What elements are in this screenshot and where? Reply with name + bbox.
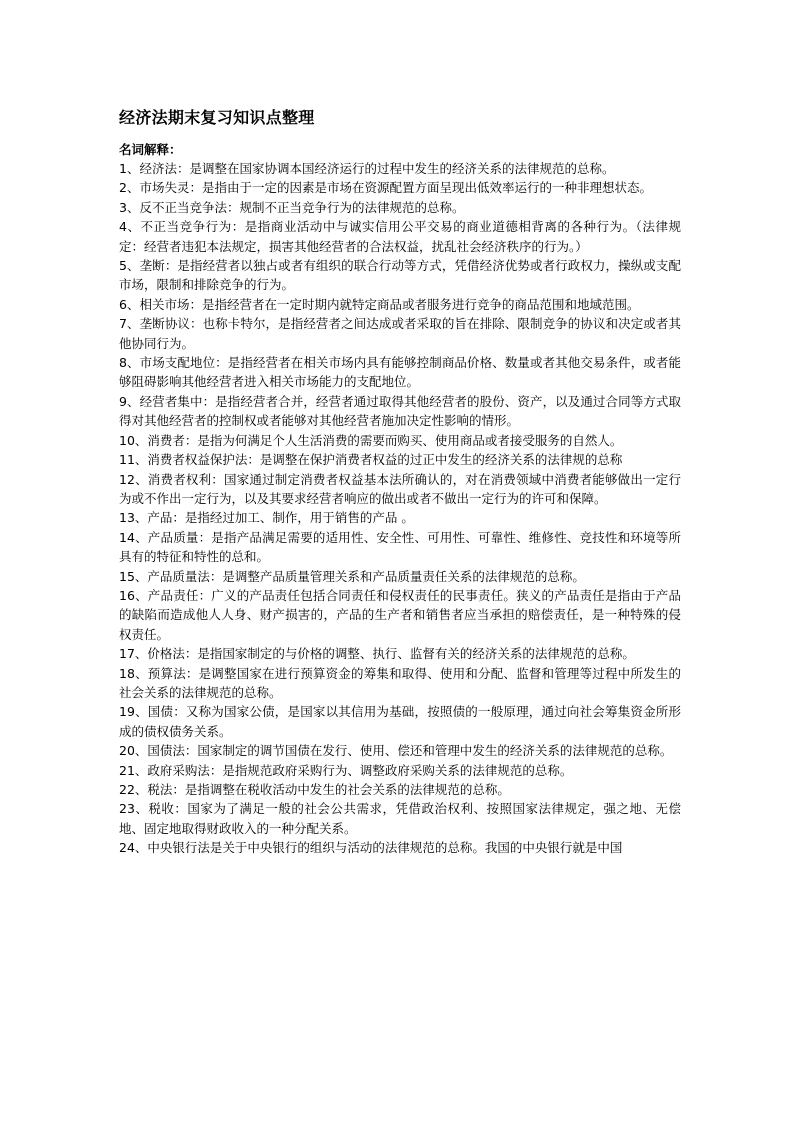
term-entry-2: 2、市场失灵：是指由于一定的因素是市场在资源配置方面呈现出低效率运行的一种非理想状态。 [119,180,652,196]
term-entry-9: 9、经营者集中：是指经营者合并，经营者通过取得其他经营者的股份、资产，以及通过合同等方式取得对其他经营者的控制权或者能够对其他经营者施加决定性影响的情形。 [119,393,681,429]
document-title: 经济法期末复习知识点整理 [119,108,315,127]
term-entry-15: 15、产品质量法：是调整产品质量管理关系和产品质量责任关系的法律规范的总称。 [119,568,585,584]
term-entry-3: 3、反不正当竞争法：规制不正当竞争行为的法律规范的总称。 [119,199,465,215]
term-entry-5: 5、垄断：是指经营者以独占或者有组织的联合行动等方式，凭借经济优势或者行政权力，操纵或支配市场，限制和排除竞争的行为。 [119,258,681,293]
section-heading: 名词解释： [119,142,182,157]
term-entry-22: 22、税法：是指调整在税收活动中发生的社会关系的法律规范的总称。 [119,782,510,797]
term-entry-23: 23、税收：国家为了满足一般的社会公共需求，凭借政治权利、按照国家法律规定，强之地、无偿地、固定地取得财政收入的一种分配关系。 [119,801,681,836]
term-entry-19: 19、国债：又称为国家公债，是国家以其信用为基础，按照债的一般原理，通过向社会筹集资金所形成的债权债务关系。 [119,704,681,739]
term-entry-11: 11、消费者权益保护法：是调整在保护消费者权益的过正中发生的经济关系的法律规的总称 [119,452,623,468]
term-entry-16: 16、产品责任：广义的产品责任包括合同责任和侵权责任的民事责任。狭义的产品责任是指由于产品的缺陷而造成他人人身、财产损害的，产品的生产者和销售者应当承担的赔偿责任，是一种特殊的侵权责任。 [119,587,681,642]
term-entry-7: 7、垄断协议：也称卡特尔，是指经营者之间达成或者采取的旨在排除、限制竞争的协议和决定或者其他协同行为。 [119,316,681,351]
term-entry-24: 24、中央银行法是关于中央银行的组织与活动的法律规范的总称。我国的中央银行就是中国 [119,840,623,856]
term-entry-20: 20、国债法：国家制定的调节国债在发行、使用、偿还和管理中发生的经济关系的法律规范的总称。 [119,743,673,759]
term-entry-8: 8、市场支配地位：是指经营者在相关市场内具有能够控制商品价格、数量或者其他交易条件，或者能够阻碍影响其他经营者进入相关市场能力的支配地位。 [119,355,681,390]
term-entry-4: 4、不正当竞争行为：是指商业活动中与诚实信用公平交易的商业道德相背离的各种行为。（法律规定：经营者违犯本法规定，损害其他经营者的合法权益，扰乱社会经济秩序的行为。） [119,219,681,254]
term-entry-17: 17、价格法：是指国家制定的与价格的调整、执行、监督有关的经济关系的法律规范的总称。 [119,646,635,662]
term-entry-12: 12、消费者权利：国家通过制定消费者权益基本法所确认的，对在消费领域中消费者能够做出一定行为或不作出一定行为，以及其要求经营者响应的做出或者不做出一定行为的许可和保障。 [119,471,681,506]
term-entry-14: 14、产品质量：是指产品满足需要的适用性、安全性、可用性、可靠性、维修性、竞技性和环境等所具有的特征和特性的总和。 [119,529,681,565]
document-body [119,105,681,858]
term-entry-1: 1、经济法：是调整在国家协调本国经济运行的过程中发生的经济关系的法律规范的总称。 [119,161,615,176]
term-entry-21: 21、政府采购法：是指规范政府采购行为、调整政府采购关系的法律规范的总称。 [119,762,573,778]
term-entry-6: 6、相关市场：是指经营者在一定时期内就特定商品或者服务进行竞争的商品范围和地域范围。 [119,296,640,312]
term-entry-18: 18、预算法：是调整国家在进行预算资金的筹集和取得、使用和分配、监督和管理等过程中所发生的社会关系的法律规范的总称。 [119,665,681,700]
term-entry-10: 10、消费者：是指为何满足个人生活消费的需要而购买、使用商品或者接受服务的自然人。 [119,432,623,448]
term-entry-13: 13、产品：是指经过加工、制作，用于销售的产品 。 [119,510,414,526]
